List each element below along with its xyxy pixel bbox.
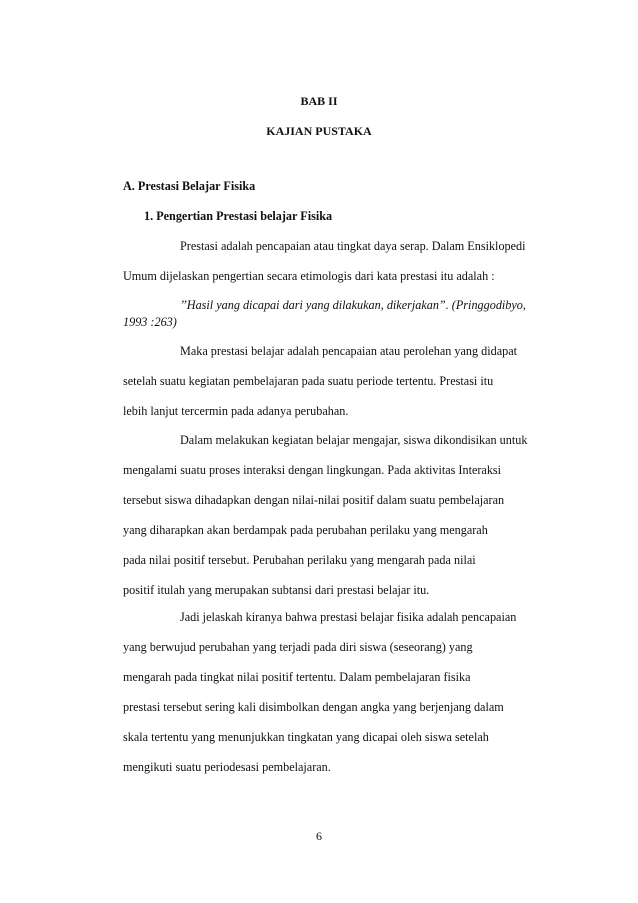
text-line: setelah suatu kegiatan pembelajaran pada suatu periode tertentu. Prestasi itu bbox=[123, 374, 494, 388]
text-line: Maka prestasi belajar adalah pencapaian atau perolehan yang didapat bbox=[180, 344, 518, 358]
text-line: ’’Hasil yang dicapai dari yang dilakukan, dikerjakan”. (Pringgodibyo, bbox=[180, 298, 526, 312]
text-line: pada nilai positif tersebut. Perubahan perilaku yang mengarah pada nilai bbox=[123, 553, 476, 567]
section-heading: A. Prestasi Belajar Fisika bbox=[123, 179, 256, 193]
chapter-title: KAJIAN PUSTAKA bbox=[266, 124, 372, 138]
quotation bbox=[123, 297, 547, 331]
paragraph-definition bbox=[123, 231, 547, 291]
text-line: skala tertentu yang menunjukkan tingkatan yang dicapai oleh siswa setelah bbox=[123, 730, 489, 744]
page-number: 6 bbox=[316, 829, 322, 843]
text-line: 1993 :263) bbox=[123, 315, 177, 329]
subsection-heading: 1. Pengertian Prestasi belajar Fisika bbox=[144, 209, 333, 223]
text-line: mengikuti suatu periodesasi pembelajaran. bbox=[123, 760, 331, 774]
text-line: yang diharapkan akan berdampak pada perubahan perilaku yang mengarah bbox=[123, 523, 488, 537]
text-line: tersebut siswa dihadapkan dengan nilai-nilai positif dalam suatu pembelajaran bbox=[123, 493, 505, 507]
text-line: Prestasi adalah pencapaian atau tingkat daya serap. Dalam Ensiklopedi bbox=[180, 239, 526, 253]
text-line: Dalam melakukan kegiatan belajar mengajar, siswa dikondisikan untuk bbox=[180, 433, 528, 447]
text-line: Umum dijelaskan pengertian secara etimologis dari kata prestasi itu adalah : bbox=[123, 269, 495, 283]
chapter-number: BAB II bbox=[300, 94, 338, 108]
text-line: mengalami suatu proses interaksi dengan lingkungan. Pada aktivitas Interaksi bbox=[123, 463, 502, 477]
paragraph-prestasi-belajar bbox=[123, 336, 547, 426]
paragraph-interaksi bbox=[123, 425, 547, 605]
text-line: positif itulah yang merupakan subtansi dari prestasi belajar itu. bbox=[123, 583, 430, 597]
text-line: mengarah pada tingkat nilai positif tertentu. Dalam pembelajaran fisika bbox=[123, 670, 471, 684]
text-line: yang berwujud perubahan yang terjadi pada diri siswa (seseorang) yang bbox=[123, 640, 473, 654]
text-line: Jadi jelaskah kiranya bahwa prestasi belajar fisika adalah pencapaian bbox=[180, 610, 517, 624]
paragraph-kesimpulan bbox=[123, 602, 547, 782]
text-line: lebih lanjut tercermin pada adanya perubahan. bbox=[123, 404, 349, 418]
text-line: prestasi tersebut sering kali disimbolkan dengan angka yang berjenjang dalam bbox=[123, 700, 504, 714]
